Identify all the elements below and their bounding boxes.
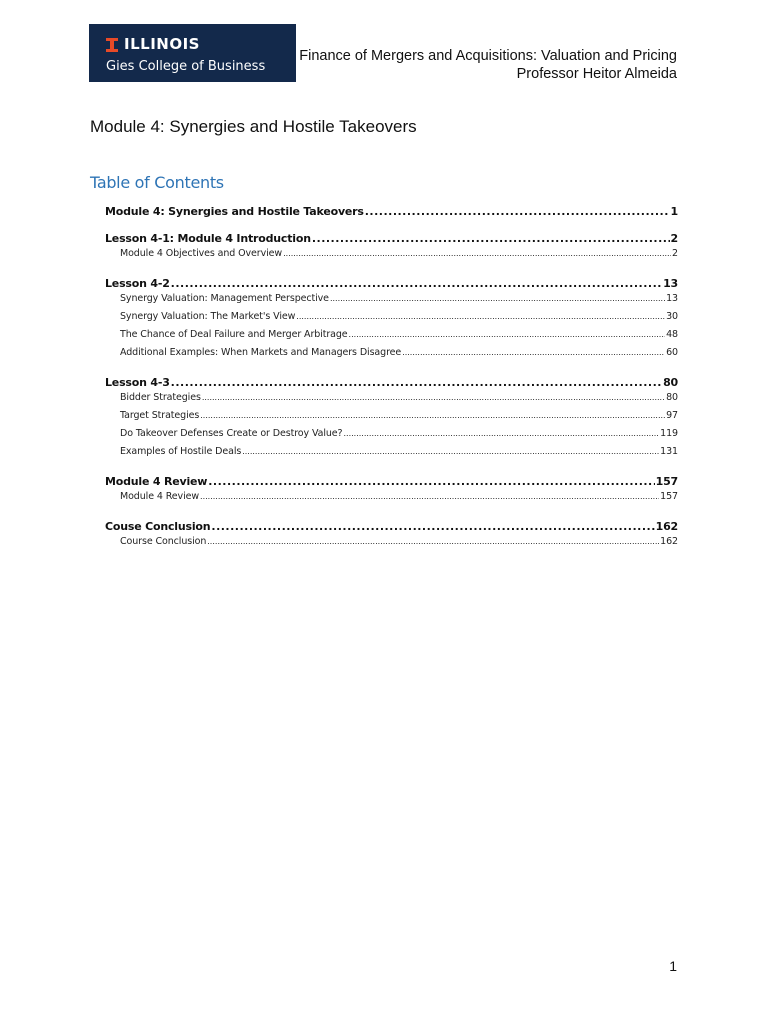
table-of-contents xyxy=(105,205,678,554)
toc-entry-page: 80 xyxy=(663,376,678,389)
toc-subentry-page: 30 xyxy=(666,311,678,322)
toc-leader-dots xyxy=(200,410,665,421)
toc-subentry[interactable] xyxy=(105,347,678,365)
toc-subentry-page: 131 xyxy=(660,446,678,457)
professor-name: Professor Heitor Almeida xyxy=(516,66,677,82)
toc-leader-dots xyxy=(344,428,660,439)
toc-leader-dots xyxy=(211,520,654,533)
toc-subentry[interactable] xyxy=(105,248,678,266)
toc-leader-dots xyxy=(312,232,670,245)
toc-entry-label: Lesson 4-2 xyxy=(105,277,170,290)
toc-entry-label: Module 4: Synergies and Hostile Takeovers xyxy=(105,205,364,218)
logo-title: ILLINOIS xyxy=(124,35,200,53)
block-i-icon xyxy=(106,38,118,52)
toc-subentry-label: Examples of Hostile Deals xyxy=(120,446,242,457)
toc-subentry[interactable] xyxy=(105,536,678,554)
toc-leader-dots xyxy=(208,475,654,488)
toc-subentry-label: Synergy Valuation: Management Perspective xyxy=(120,293,329,304)
logo-top-row xyxy=(106,34,296,54)
toc-entry-label: Module 4 Review xyxy=(105,475,208,488)
toc-entry[interactable] xyxy=(105,205,678,221)
toc-leader-dots xyxy=(171,277,662,290)
toc-subentry[interactable] xyxy=(105,428,678,446)
toc-subentry[interactable] xyxy=(105,293,678,311)
toc-leader-dots xyxy=(330,293,665,304)
toc-heading: Table of Contents xyxy=(90,173,224,192)
toc-subentry-label: Module 4 Objectives and Overview xyxy=(120,248,283,259)
toc-subentry-page: 80 xyxy=(666,392,678,403)
course-title: Finance of Mergers and Acquisitions: Valuation and Pricing xyxy=(299,48,677,64)
toc-subentry[interactable] xyxy=(105,446,678,464)
toc-subentry-page: 97 xyxy=(666,410,678,421)
toc-subentry-page: 119 xyxy=(660,428,678,439)
toc-subentry-page: 162 xyxy=(660,536,678,547)
toc-entry[interactable] xyxy=(105,232,678,248)
toc-leader-dots xyxy=(296,311,665,322)
illinois-gies-logo xyxy=(89,24,296,82)
toc-subentry[interactable] xyxy=(105,329,678,347)
toc-subentry-label: Synergy Valuation: The Market's View xyxy=(120,311,296,322)
page-number: 1 xyxy=(669,958,677,974)
toc-subentry[interactable] xyxy=(105,392,678,410)
toc-leader-dots xyxy=(202,392,665,403)
toc-subentry-page: 13 xyxy=(666,293,678,304)
toc-entry-label: Lesson 4-1: Module 4 Introduction xyxy=(105,232,311,245)
toc-leader-dots xyxy=(283,248,671,259)
toc-leader-dots xyxy=(171,376,662,389)
module-title: Module 4: Synergies and Hostile Takeovers xyxy=(90,117,417,136)
toc-subentry-label: Module 4 Review xyxy=(120,491,200,502)
toc-leader-dots xyxy=(200,491,659,502)
toc-subentry-label: Course Conclusion xyxy=(120,536,207,547)
toc-entry[interactable] xyxy=(105,277,678,293)
toc-subentry-page: 2 xyxy=(672,248,678,259)
toc-subentry-page: 60 xyxy=(666,347,678,358)
toc-leader-dots xyxy=(402,347,665,358)
document-header xyxy=(299,47,677,83)
toc-leader-dots xyxy=(242,446,659,457)
toc-entry[interactable] xyxy=(105,475,678,491)
toc-leader-dots xyxy=(349,329,666,340)
toc-entry-page: 2 xyxy=(670,232,678,245)
toc-entry-page: 13 xyxy=(663,277,678,290)
toc-subentry[interactable] xyxy=(105,311,678,329)
toc-leader-dots xyxy=(365,205,670,218)
toc-subentry-label: Target Strategies xyxy=(120,410,200,421)
toc-subentry[interactable] xyxy=(105,410,678,428)
toc-subentry[interactable] xyxy=(105,491,678,509)
toc-subentry-page: 48 xyxy=(666,329,678,340)
toc-subentry-label: Do Takeover Defenses Create or Destroy Value? xyxy=(120,428,343,439)
toc-leader-dots xyxy=(207,536,659,547)
toc-entry-page: 162 xyxy=(655,520,678,533)
toc-entry-label: Couse Conclusion xyxy=(105,520,211,533)
toc-entry[interactable] xyxy=(105,376,678,392)
toc-subentry-label: Bidder Strategies xyxy=(120,392,201,403)
toc-subentry-page: 157 xyxy=(660,491,678,502)
toc-entry-label: Lesson 4-3 xyxy=(105,376,170,389)
toc-entry-page: 1 xyxy=(670,205,678,218)
toc-entry-page: 157 xyxy=(655,475,678,488)
logo-subtitle: Gies College of Business xyxy=(106,59,266,74)
toc-entry[interactable] xyxy=(105,520,678,536)
toc-subentry-label: Additional Examples: When Markets and Managers Disagree xyxy=(120,347,402,358)
toc-subentry-label: The Chance of Deal Failure and Merger Arbitrage xyxy=(120,329,348,340)
